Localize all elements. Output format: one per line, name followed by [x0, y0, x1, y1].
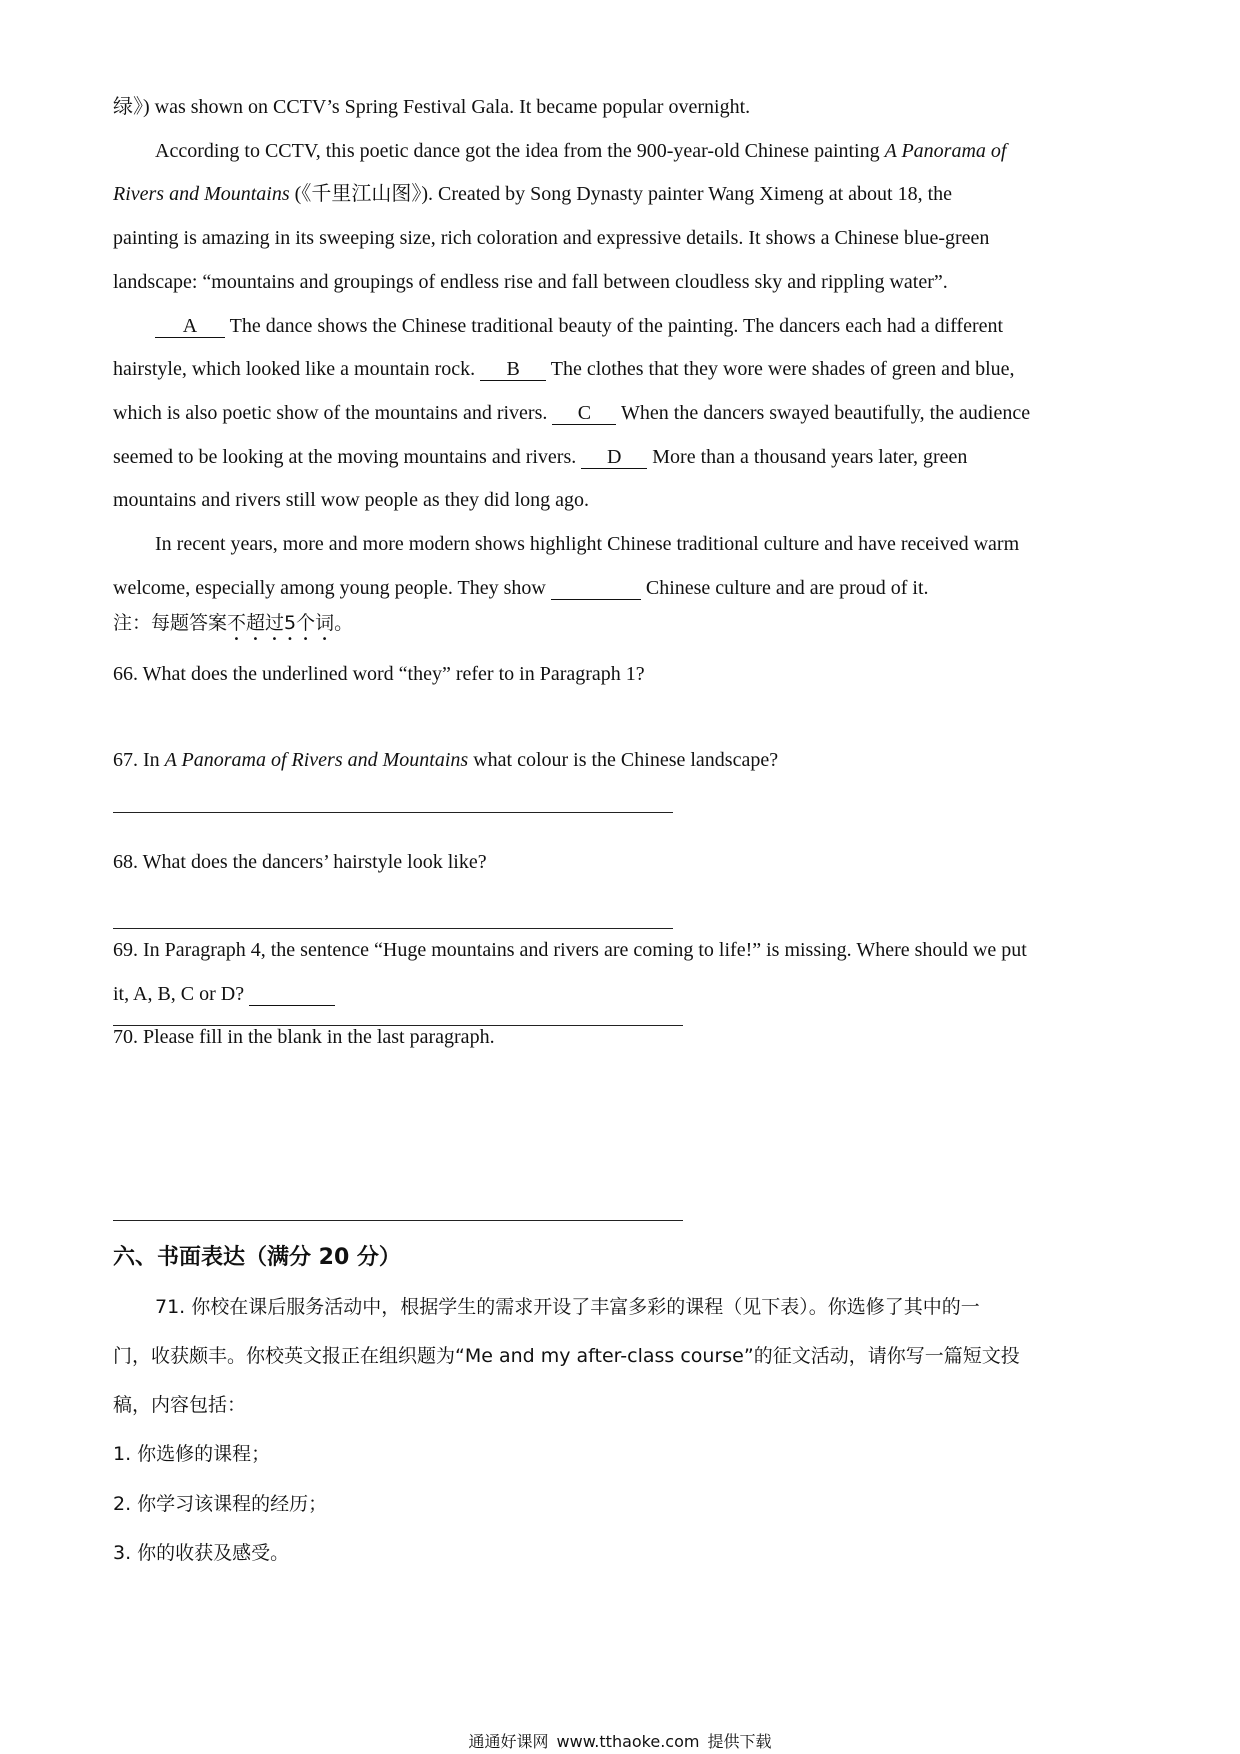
passage-line: mountains and rivers still wow people as they did long ago.: [113, 489, 590, 511]
writing-prompt-line: 71. 你校在课后服务活动中，根据学生的需求开设了丰富多彩的课程（见下表）。你选修了其中的一: [155, 1296, 980, 1318]
question-69-line2: it, A, B, C or D?: [113, 980, 335, 1008]
passage-line: According to CCTV, this poetic dance got the idea from the 900-year-old Chinese painting A Panorama of: [155, 140, 1007, 162]
blank-b: B: [480, 358, 546, 381]
painting-title: A Panorama of: [884, 140, 1007, 162]
question-70: 70. Please fill in the blank in the last paragraph.: [113, 1026, 495, 1048]
passage-line: 绿》) was shown on CCTV’s Spring Festival Gala. It became popular overnight.: [113, 96, 751, 118]
blank-d: D: [581, 446, 647, 469]
passage-blank: [551, 577, 641, 600]
question-67: 67. In A Panorama of Rivers and Mountains what colour is the Chinese landscape?: [113, 749, 779, 771]
passage-line: hairstyle, which looked like a mountain rock. B The clothes that they wore were shades of green and blue,: [113, 358, 1015, 380]
question-68: 68. What does the dancers’ hairstyle look like?: [113, 851, 487, 873]
passage-line: A The dance shows the Chinese traditional beauty of the painting. The dancers each had a different: [155, 312, 1003, 340]
blank-c: C: [552, 402, 616, 425]
passage-line: welcome, especially among young people. They show Chinese culture and are proud of it.: [113, 577, 929, 599]
question-66: 66. What does the underlined word “they” refer to in Paragraph 1?: [113, 663, 645, 685]
footer-url[interactable]: www.tthaoke.com: [556, 1732, 700, 1751]
writing-point-2: 2. 你学习该课程的经历；: [113, 1493, 328, 1515]
writing-point-3: 3. 你的收获及感受。: [113, 1542, 290, 1564]
answer-line-70[interactable]: [113, 1220, 683, 1221]
painting-title: Rivers and Mountains: [113, 183, 290, 205]
passage-line: which is also poetic show of the mountains and rivers. C When the dancers swayed beautifully, the audience: [113, 402, 1031, 424]
footer-tail: 提供下载: [707, 1732, 772, 1751]
question-69: 69. In Paragraph 4, the sentence “Huge mountains and rivers are coming to life!” is missing. Where should we put: [113, 939, 1027, 961]
blank-a: A: [155, 315, 225, 338]
answer-line-67[interactable]: [113, 928, 673, 929]
emphasis-text: 不超过5个词: [227, 612, 335, 634]
writing-prompt-line: 门，收获颇丰。你校英文报正在组织题为“Me and my after-class course”的征文活动，请你写一篇短文投: [113, 1345, 1020, 1367]
answer-note: 注：每题答案不超过5个词。: [113, 612, 354, 634]
writing-prompt-line: 稿，内容包括：: [113, 1394, 247, 1416]
passage-line: landscape: “mountains and groupings of endless rise and fall between cloudless sky and rippling water”.: [113, 271, 948, 293]
answer-line-66[interactable]: [113, 812, 673, 813]
answer-blank-69[interactable]: [249, 983, 335, 1006]
section-heading: 六、书面表达（满分 20 分）: [113, 1245, 401, 1270]
page-footer: [0, 1732, 1240, 1752]
passage-line: seemed to be looking at the moving mountains and rivers. D More than a thousand years later, green: [113, 446, 968, 468]
passage-line: Rivers and Mountains (《千里江山图》). Created by Song Dynasty painter Wang Ximeng at about 18, the: [113, 183, 952, 205]
underlined-they: they: [683, 358, 718, 380]
footer-site-name: 通通好课网: [468, 1732, 549, 1751]
passage-line: In recent years, more and more modern shows highlight Chinese traditional culture and have received warm: [155, 533, 1020, 555]
passage-line: painting is amazing in its sweeping size, rich coloration and expressive details. It shows a Chinese blue-green: [113, 227, 990, 249]
writing-point-1: 1. 你选修的课程；: [113, 1443, 271, 1465]
